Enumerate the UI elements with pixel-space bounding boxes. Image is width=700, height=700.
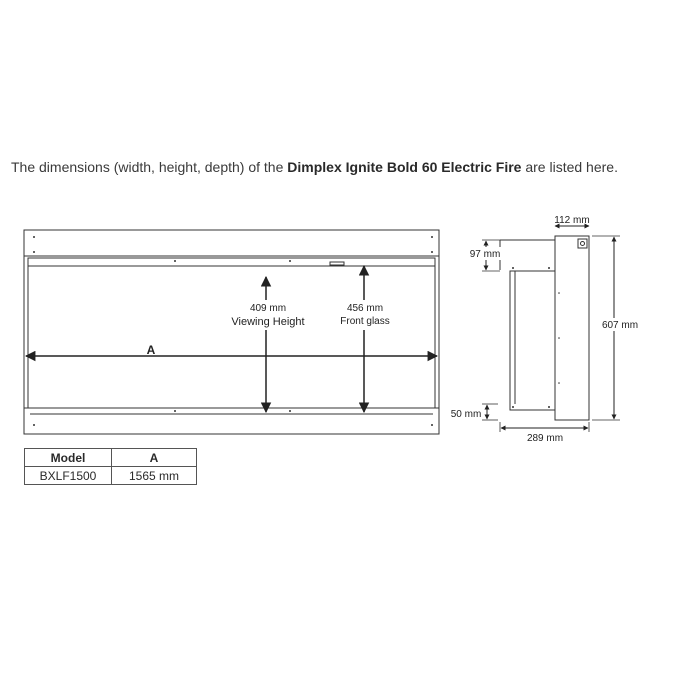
side-front-panel <box>555 236 589 420</box>
cell-model: BXLF1500 <box>25 467 112 485</box>
viewing-height-value: 409 mm <box>249 303 287 314</box>
intro-prefix: The dimensions (width, height, depth) of the <box>11 159 288 175</box>
side-view <box>500 236 589 420</box>
header-a: A <box>112 449 197 467</box>
front-glass-label: Front glass <box>340 316 390 327</box>
table-header-row <box>25 449 197 467</box>
side-fixing-box <box>578 239 587 248</box>
front-outer-frame <box>24 230 439 434</box>
top-height-label: 97 mm <box>469 249 501 260</box>
table-row <box>25 467 197 485</box>
total-height-label: 607 mm <box>601 320 639 331</box>
product-name: Dimplex Ignite Bold 60 Electric Fire <box>287 159 522 175</box>
width-label: A <box>146 343 156 357</box>
cell-a: 1565 mm <box>112 467 197 485</box>
intro-suffix: are listed here. <box>521 159 618 175</box>
bottom-height-label: 50 mm <box>450 409 482 420</box>
front-top-clip <box>330 262 344 265</box>
side-body-outline <box>500 240 555 420</box>
front-glass-value: 456 mm <box>346 303 384 314</box>
front-dots <box>33 236 433 426</box>
top-depth-label: 112 mm <box>554 215 590 226</box>
front-top-strip <box>28 258 435 266</box>
side-dots <box>512 267 560 408</box>
front-view <box>24 230 439 434</box>
viewing-height-label: Viewing Height <box>231 316 305 328</box>
total-depth-label: 289 mm <box>526 433 564 444</box>
side-fixing-screw <box>581 242 585 246</box>
header-model: Model <box>25 449 112 467</box>
model-dimension-table <box>24 448 197 485</box>
